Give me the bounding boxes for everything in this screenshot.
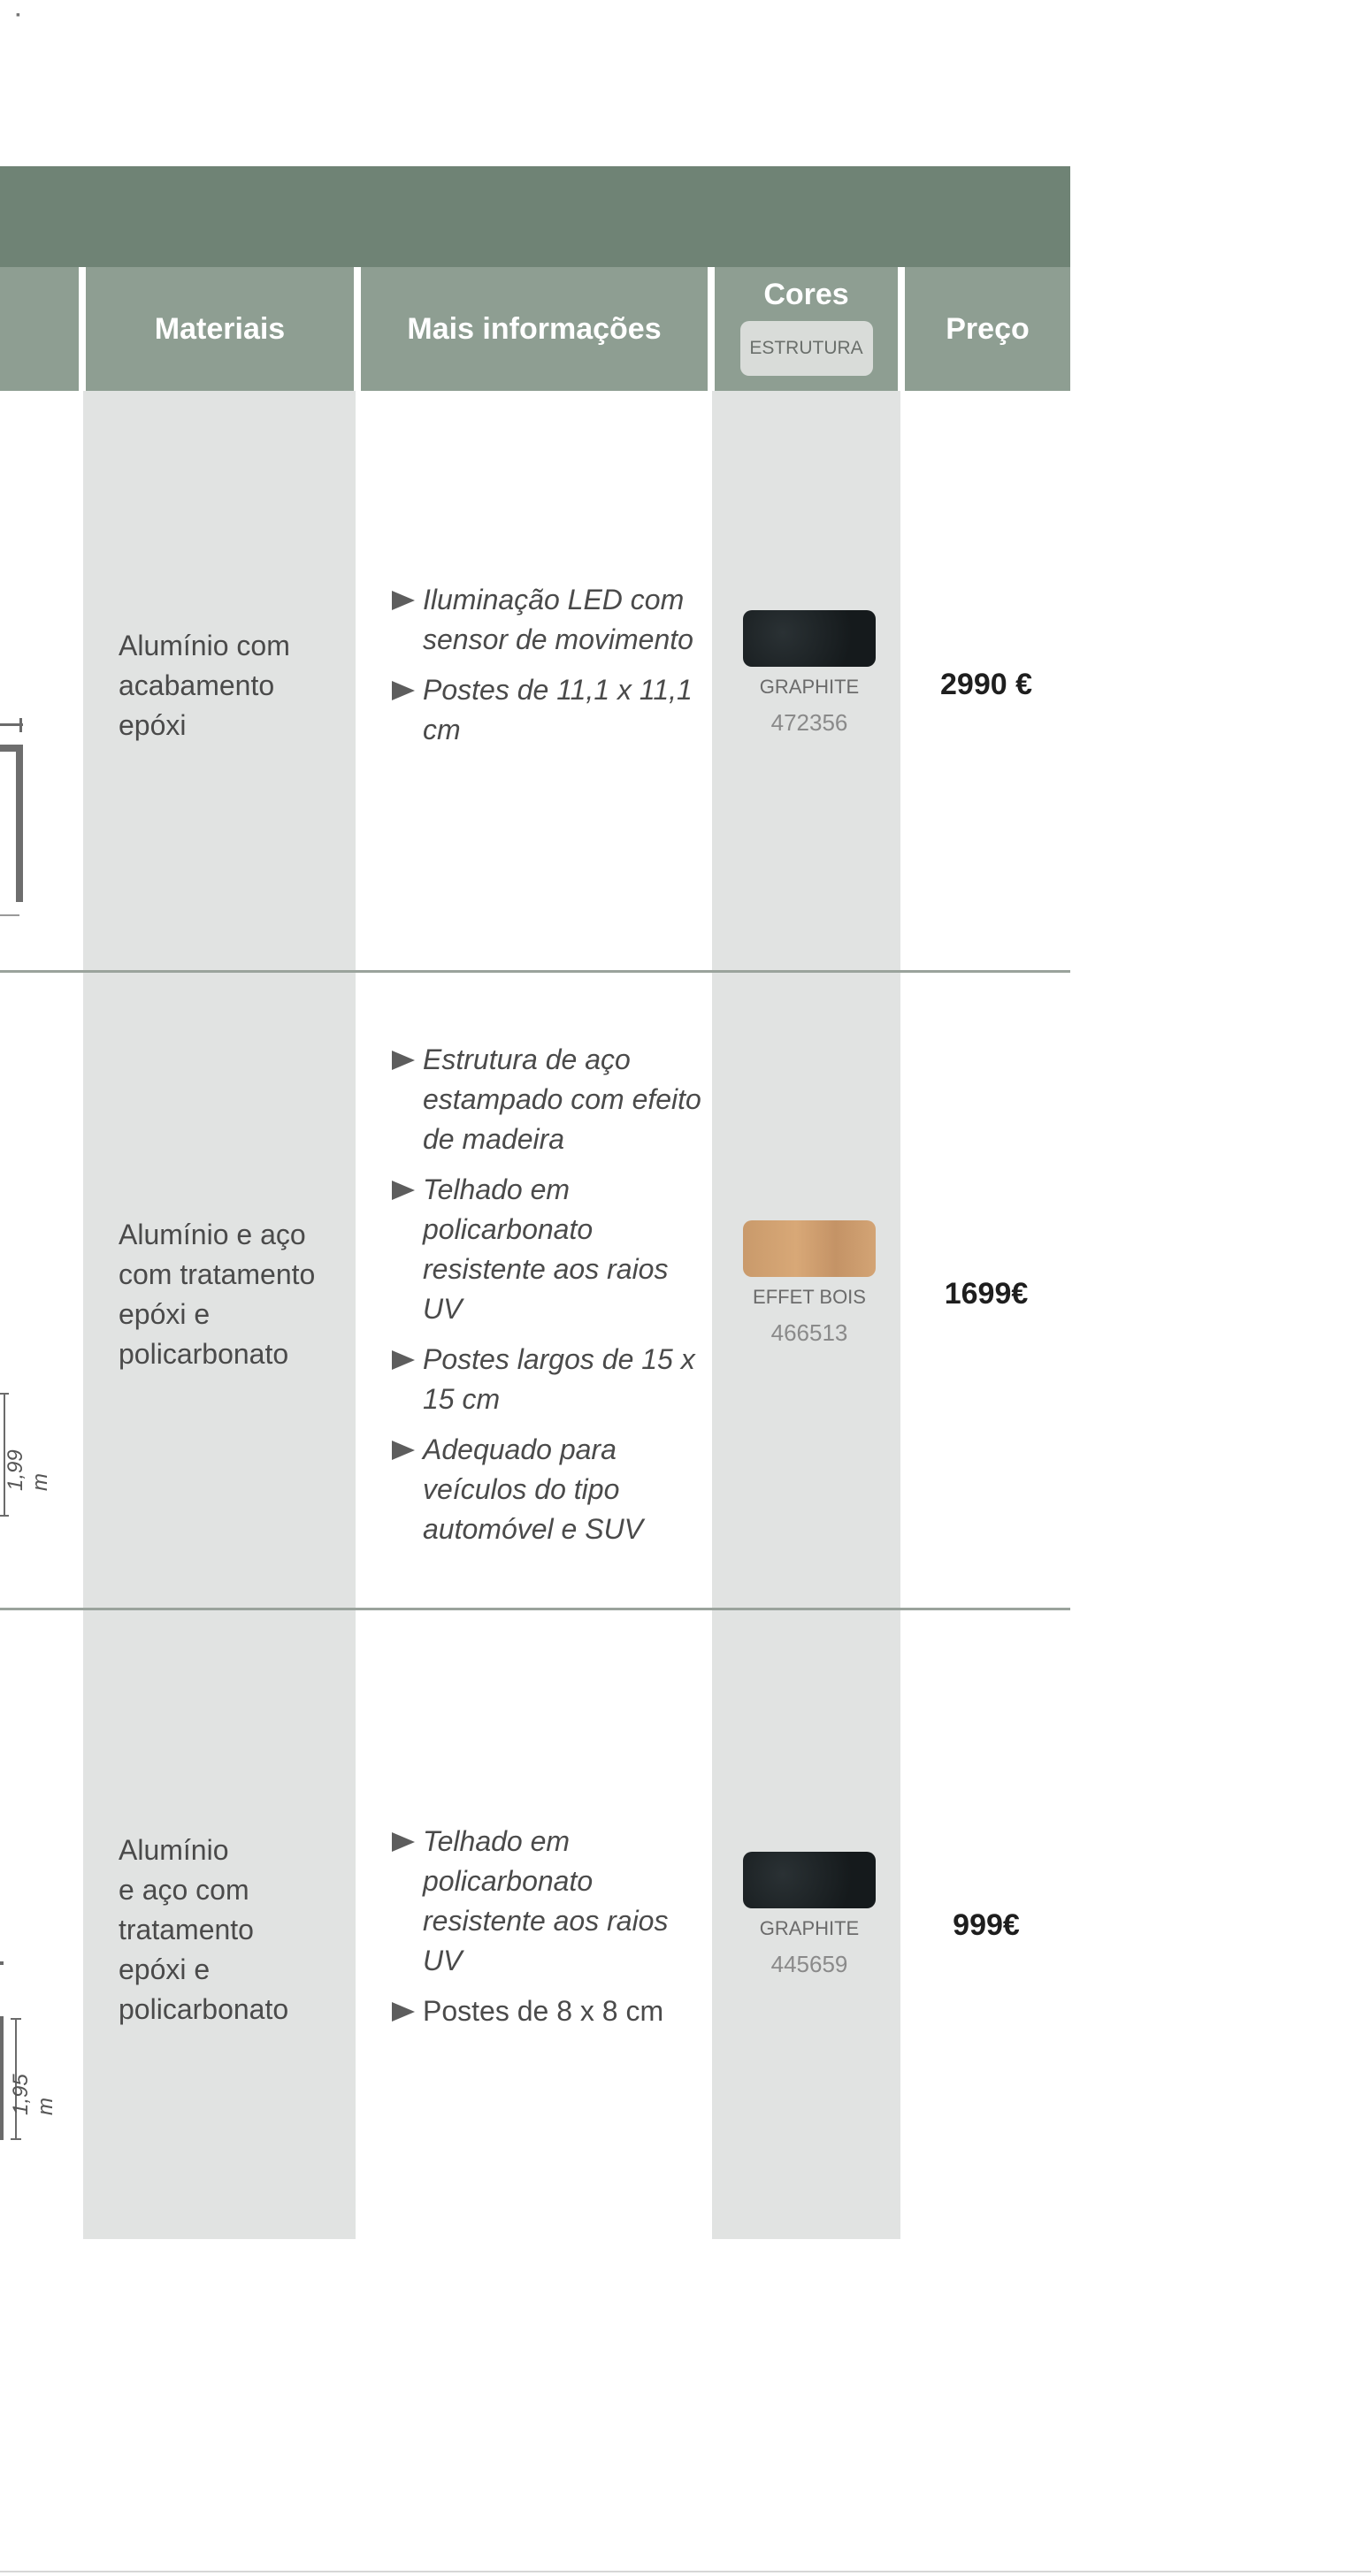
materials-line: policarbonato xyxy=(119,1993,289,2025)
info-text: Postes de 11,1 x 11,1 cm xyxy=(423,674,693,745)
row2-materials xyxy=(119,1215,357,1374)
info-bullet xyxy=(392,1991,710,2031)
materials-line: policarbonato xyxy=(119,1338,289,1370)
row1-materials xyxy=(119,626,357,745)
header-price xyxy=(905,267,1070,391)
wood-swatch-icon xyxy=(743,1220,876,1277)
materials-line: epóxi e xyxy=(119,1953,211,1985)
row3-price: 999€ xyxy=(953,1908,1020,1942)
product-drawing-post xyxy=(0,2016,4,2140)
triangle-bullet-icon xyxy=(392,1441,415,1460)
info-bullet xyxy=(392,580,710,660)
product-drawing-post xyxy=(16,745,23,902)
product-drawing-edge xyxy=(19,718,22,732)
row1-swatch-name: GRAPHITE xyxy=(759,676,860,698)
materials-line: tratamento xyxy=(119,1914,254,1945)
header-colors-label: Cores xyxy=(763,277,849,311)
header-info-label: Mais informações xyxy=(407,311,662,346)
row2-price: 1699€ xyxy=(944,1277,1029,1311)
materials-line: com tratamento xyxy=(119,1258,316,1290)
row1-price: 2990 € xyxy=(940,668,1032,701)
corner-mark: ▪ xyxy=(16,7,20,21)
header-colors xyxy=(715,267,898,391)
materials-line: Alumínio com xyxy=(119,630,290,661)
info-bullet xyxy=(392,1040,710,1159)
row3-swatch-name: GRAPHITE xyxy=(759,1917,860,1939)
info-text: Telhado em policarbonato resistente aos raios UV xyxy=(423,1825,669,1976)
row1-info xyxy=(392,580,710,761)
info-text: Adequado para veículos do tipo automóvel e SUV xyxy=(423,1433,644,1545)
triangle-bullet-icon xyxy=(392,1051,415,1070)
row3-dimension-label: 1,95 m xyxy=(9,2074,57,2115)
materials-line: e aço com xyxy=(119,1874,249,1906)
page-bottom-rule xyxy=(0,2571,1371,2572)
info-bullet xyxy=(392,1340,710,1419)
row3-info xyxy=(392,1822,710,2042)
info-text: Telhado em policarbonato resistente aos raios UV xyxy=(423,1173,669,1325)
materials-line: Alumínio e aço xyxy=(119,1219,306,1250)
triangle-bullet-icon xyxy=(392,681,415,700)
row3-swatch-code: 445659 xyxy=(770,1951,848,1977)
materials-line: Alumínio xyxy=(119,1834,229,1866)
triangle-bullet-icon xyxy=(392,1832,415,1852)
row-divider xyxy=(0,1608,1070,1610)
row3-materials xyxy=(119,1831,357,2029)
info-bullet xyxy=(392,1822,710,1981)
product-drawing-edge xyxy=(0,914,19,916)
materials-line: epóxi e xyxy=(119,1298,211,1330)
dimension-tick xyxy=(0,1515,9,1517)
row1-swatch-code: 472356 xyxy=(770,709,848,736)
info-bullet xyxy=(392,1430,710,1549)
info-text: Postes de 8 x 8 cm xyxy=(423,1995,664,2027)
header-materials-label: Materiais xyxy=(154,311,286,346)
materials-line: epóxi xyxy=(119,709,187,741)
triangle-bullet-icon xyxy=(392,591,415,610)
table-top-band xyxy=(0,166,1070,267)
dimension-tick xyxy=(11,2018,21,2020)
header-colors-structure-badge: ESTRUTURA xyxy=(740,321,873,376)
triangle-bullet-icon xyxy=(392,1181,415,1200)
header-cell-product xyxy=(0,267,79,391)
dimension-tick xyxy=(0,1393,9,1395)
info-bullet xyxy=(392,1170,710,1329)
row2-swatch-code: 466513 xyxy=(770,1319,848,1346)
row2-info xyxy=(392,1040,710,1560)
row-divider xyxy=(0,970,1070,973)
info-text: Iluminação LED com sensor de movimento xyxy=(423,584,693,655)
dimension-tick xyxy=(11,2138,21,2140)
triangle-bullet-icon xyxy=(392,2002,415,2022)
triangle-bullet-icon xyxy=(392,1350,415,1370)
graphite-swatch-icon xyxy=(743,610,876,667)
materials-line: acabamento xyxy=(119,669,275,701)
info-text: Estrutura de aço estampado com efeito de madeira xyxy=(423,1043,701,1155)
row2-dimension-label: 1,99 m xyxy=(4,1449,52,1491)
header-info xyxy=(361,267,708,391)
row2-swatch-name: EFFET BOIS xyxy=(753,1286,866,1308)
header-price-label: Preço xyxy=(946,311,1030,346)
info-text: Postes largos de 15 x 15 cm xyxy=(423,1343,695,1415)
info-bullet xyxy=(392,670,710,750)
header-materials xyxy=(86,267,354,391)
product-drawing-edge xyxy=(0,1961,4,1965)
graphite-swatch-icon xyxy=(743,1852,876,1908)
